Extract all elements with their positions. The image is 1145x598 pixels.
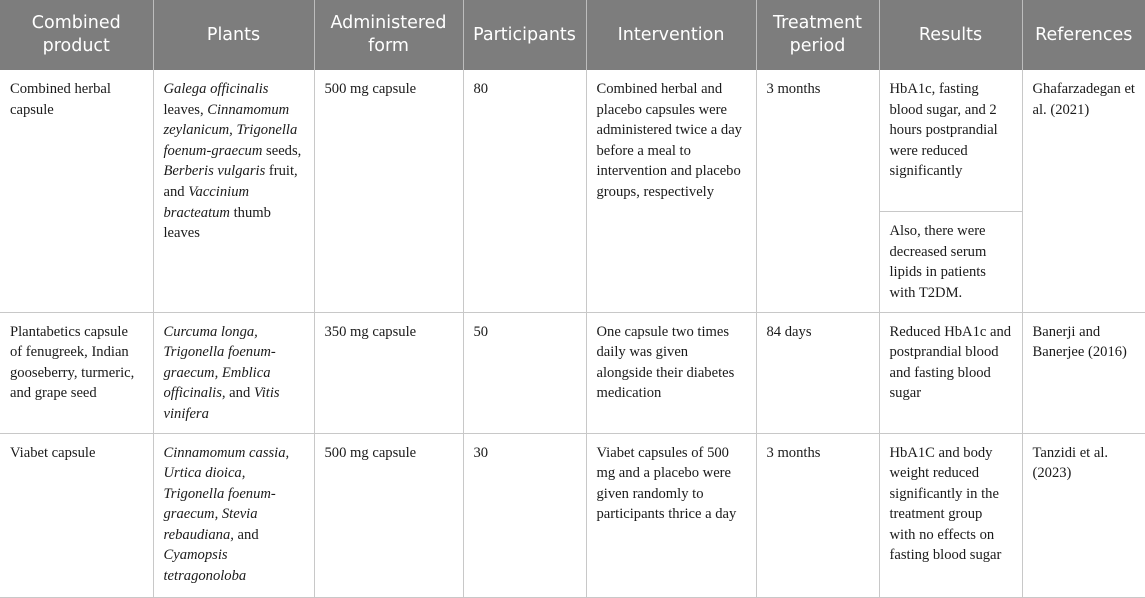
header-results: Results: [879, 0, 1022, 70]
cell-form: 350 mg capsule: [314, 312, 463, 433]
cell-form: 500 mg capsule: [314, 433, 463, 597]
header-references: References: [1022, 0, 1145, 70]
header-plants: Plants: [153, 0, 314, 70]
cell-participants: 50: [463, 312, 586, 433]
cell-reference: Tanzidi et al. (2023): [1022, 433, 1145, 597]
cell-participants: 80: [463, 70, 586, 312]
plant-species-name: Cyamopsis tetragonoloba: [163, 547, 247, 585]
cell-intervention: Combined herbal and placebo capsules were administered twice a day before a meal to intervention and placebo groups, respectively: [586, 70, 756, 312]
plant-species-name: Vitis vinifera: [163, 385, 280, 422]
plant-species-name: Vaccinium bracteatum: [163, 183, 250, 221]
header-row: [0, 0, 1145, 70]
plant-species-name: Galega officinalis: [163, 81, 269, 97]
cell-plants: [153, 433, 314, 597]
cell-results: HbA1C and body weight reduced significantly in the treatment group with no effects on fasting blood sugar: [879, 433, 1022, 597]
cell-period: 3 months: [756, 70, 879, 312]
table-row: [0, 70, 1145, 312]
cell-plants: [153, 312, 314, 433]
plant-part-text: fruit, and: [163, 163, 298, 200]
cell-product: Viabet capsule: [0, 433, 153, 597]
cell-intervention: Viabet capsules of 500 mg and a placebo were given randomly to participants thrice a day: [586, 433, 756, 597]
cell-form: 500 mg capsule: [314, 70, 463, 312]
header-combined-product: Combined product: [0, 0, 153, 70]
plant-species-name: Cinnamomum cassia, Urtica dioica, Trigonella foenum-graecum, Stevia rebaudiana,: [163, 444, 290, 543]
header-administered-form: Administered form: [314, 0, 463, 70]
cell-reference: Banerji and Banerjee (2016): [1022, 312, 1145, 433]
cell-product: Plantabetics capsule of fenugreek, Indian gooseberry, turmeric, and grape seed: [0, 312, 153, 433]
cell-participants: 30: [463, 433, 586, 597]
plant-part-text: leaves,: [163, 101, 208, 118]
plant-part-text: seeds,: [262, 142, 302, 159]
plant-species-name: Berberis vulgaris: [163, 163, 266, 180]
cell-plants: [153, 70, 314, 312]
cell-period: 3 months: [756, 433, 879, 597]
plant-part-text: and: [225, 385, 254, 402]
plant-part-text: and: [233, 526, 259, 543]
cell-product: Combined herbal capsule: [0, 70, 153, 312]
table-row: [0, 312, 1145, 433]
result-item: Also, there were decreased serum lipids in patients with T2DM.: [889, 223, 987, 301]
plant-part-text: thumb leaves: [163, 204, 271, 242]
header-treatment-period: Treatment period: [756, 0, 879, 70]
cell-reference: Ghafarzadegan et al. (2021): [1022, 70, 1145, 312]
cell-results: Reduced HbA1c and postprandial blood and fasting blood sugar: [879, 312, 1022, 433]
result-item: HbA1c, fasting blood sugar, and 2 hours postprandial were reduced significantly: [880, 70, 1022, 212]
plant-species-name: Curcuma longa, Trigonella foenum-graecum, Emblica officinalis,: [163, 323, 276, 402]
cell-period: 84 days: [756, 312, 879, 433]
cell-intervention: One capsule two times daily was given alongside their diabetes medication: [586, 312, 756, 433]
table-row: [0, 433, 1145, 597]
cell-results: [879, 70, 1022, 312]
plant-species-name: Cinnamomum zeylanicum, Trigonella foenum-graecum: [163, 101, 298, 159]
header-participants: Participants: [463, 0, 586, 70]
header-intervention: Intervention: [586, 0, 756, 70]
